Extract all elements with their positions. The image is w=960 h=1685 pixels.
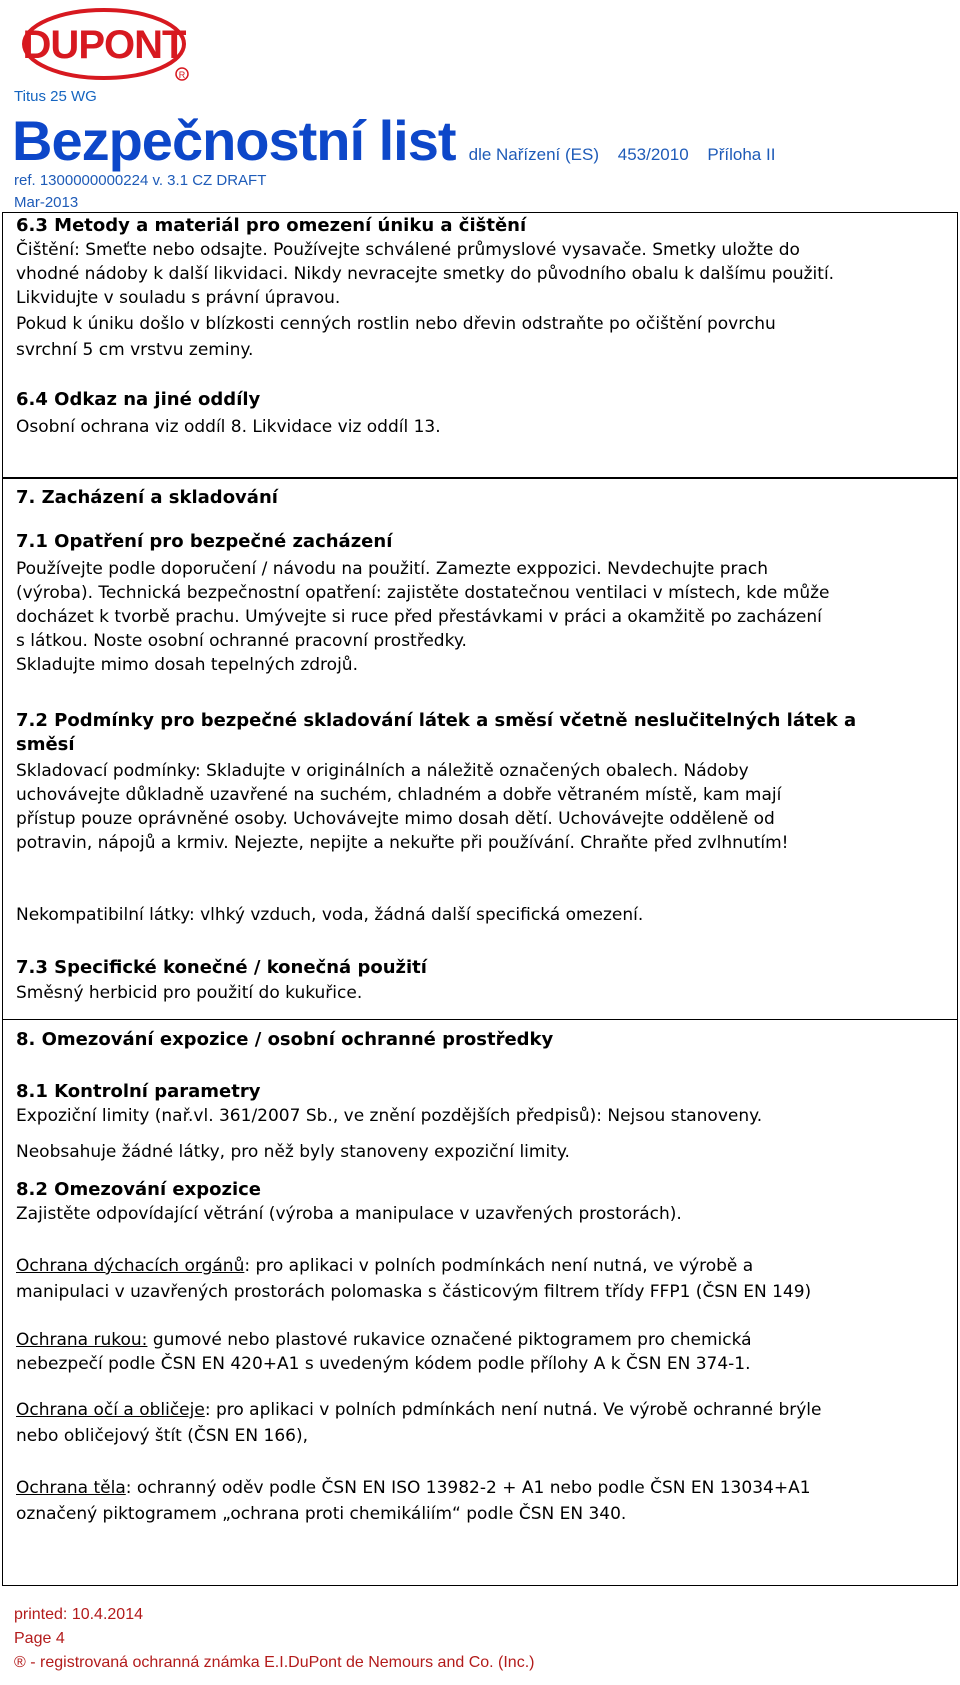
section-7-1-line: (výroba). Technická bezpečnostní opatření: zajistěte dostatečnou ventilaci v místech, kde může	[16, 583, 830, 603]
section-6-4-heading: 6.4 Odkaz na jiné oddíly	[16, 389, 261, 410]
respiratory-protection-label: Ochrana dýchacích orgánů	[16, 1256, 245, 1276]
section-6-4-text: Osobní ochrana viz oddíl 8. Likvidace viz oddíl 13.	[16, 417, 441, 437]
section-6-3-line: svrchní 5 cm vrstvu zeminy.	[16, 340, 254, 360]
body-protection-label: Ochrana těla	[16, 1478, 126, 1498]
section-6-3-line: vhodné nádoby k další likvidaci. Nikdy nevracejte smetky do původního obalu k dalšímu použití.	[16, 264, 835, 284]
hand-protection-line	[16, 1329, 752, 1351]
section-7-2-line: uchovávejte důkladně uzavřené na suchém, chladném a dobře větraném místě, kam mají	[16, 785, 782, 805]
section-8-2-line: Zajistěte odpovídající větrání (výroba a manipulace v uzavřených prostorách).	[16, 1204, 682, 1224]
section-8-1-line: Neobsahuje žádné látky, pro něž byly stanoveny expoziční limity.	[16, 1142, 570, 1162]
section-7-3-text: Směsný herbicid pro použití do kukuřice.	[16, 983, 363, 1003]
printed-date: printed: 10.4.2014	[14, 1606, 143, 1623]
section-8-heading: 8. Omezování expozice / osobní ochranné prostředky	[16, 1029, 554, 1050]
body-protection-text: označený piktogramem „ochrana proti chemikáliím“ podle ČSN EN 340.	[16, 1504, 627, 1524]
respiratory-protection-line	[16, 1255, 753, 1277]
section-8-1-line: Expoziční limity (nař.vl. 361/2007 Sb., ve znění pozdějších předpisů): Nejsou stanoveny.	[16, 1106, 763, 1126]
section-7-1-line: s látkou. Noste osobní ochranné pracovní prostředky.	[16, 631, 467, 651]
section-7-2-heading: 7.2 Podmínky pro bezpečné skladování látek a směsí včetně neslučitelných látek a	[16, 710, 857, 731]
section-7-2-heading: směsí	[16, 734, 75, 755]
product-name: Titus 25 WG	[14, 88, 97, 105]
reference-number: ref. 1300000000224 v. 3.1 CZ DRAFT	[14, 172, 267, 189]
document-date: Mar-2013	[14, 194, 79, 211]
regulation-number: 453/2010	[617, 145, 689, 164]
section-6-3-heading: 6.3 Metody a materiál pro omezení úniku a čištění	[16, 215, 527, 236]
section-7-1-line: Skladujte mimo dosah tepelných zdrojů.	[16, 655, 358, 675]
section-8-1-heading: 8.1 Kontrolní parametry	[16, 1081, 261, 1102]
page-number: Page 4	[14, 1630, 65, 1647]
section-7-heading: 7. Zacházení a skladování	[16, 487, 278, 508]
logo-wordmark: DUPONT	[22, 23, 186, 67]
svg-text:R: R	[178, 70, 186, 80]
section-7-2-line: potravin, nápojů a krmiv. Nejezte, nepijte a nekuřte při používání. Chraňte před zvlhnutím!	[16, 833, 789, 853]
section-7-2-incompatible: Nekompatibilní látky: vlhký vzduch, voda, žádná další specifická omezení.	[16, 905, 644, 925]
regulation-line	[469, 145, 790, 164]
section-7-2-line: přístup pouze oprávněné osoby. Uchovávejte mimo dosah dětí. Uchovávejte odděleně od	[16, 809, 775, 829]
body-protection-line	[16, 1477, 811, 1499]
section-6-box	[2, 212, 958, 478]
section-7-3-heading: 7.3 Specifické konečné / konečná použití	[16, 957, 427, 978]
section-7-2-line: Skladovací podmínky: Skladujte v originálních a náležitě označených obalech. Nádoby	[16, 761, 749, 781]
annex: Příloha II	[707, 145, 776, 164]
section-6-3-line: Likvidujte v souladu s právní úpravou.	[16, 288, 341, 308]
hand-protection-text: nebezpečí podle ČSN EN 420+A1 s uvedeným kódem podle přílohy A k ČSN EN 374-1.	[16, 1354, 751, 1374]
section-7-8-box	[2, 478, 958, 1586]
eye-protection-label: Ochrana očí a obličeje	[16, 1400, 205, 1420]
section-7-1-line: Používejte podle doporučení / návodu na použití. Zamezte exppozici. Nevdechujte prach	[16, 559, 769, 579]
eye-protection-text: nebo obličejový štít (ČSN EN 166),	[16, 1426, 308, 1446]
document-title: Bezpečnostní list	[12, 109, 456, 172]
section-divider	[3, 1019, 957, 1020]
dupont-logo	[18, 6, 196, 86]
hand-protection-label: Ochrana rukou:	[16, 1330, 148, 1350]
section-7-1-line: docházet k tvorbě prachu. Umývejte si ruce před přestávkami v práci a okamžitě po zacházení	[16, 607, 822, 627]
hand-protection-text: gumové nebo plastové rukavice označené piktogramem pro chemická	[147, 1330, 752, 1350]
section-7-1-heading: 7.1 Opatření pro bezpečné zacházení	[16, 531, 393, 552]
eye-protection-line	[16, 1399, 821, 1421]
eye-protection-text: : pro aplikaci v polních pdmínkách není nutná. Ve výrobě ochranné brýle	[204, 1400, 822, 1420]
respiratory-protection-text: : pro aplikaci v polních podmínkách není nutná, ve výrobě a	[244, 1256, 754, 1276]
section-8-2-heading: 8.2 Omezování expozice	[16, 1179, 261, 1200]
trademark-note: ® - registrovaná ochranná známka E.I.DuPont de Nemours and Co. (Inc.)	[14, 1654, 535, 1671]
regulation: dle Nařízení (ES)	[468, 145, 600, 164]
body-protection-text: : ochranný oděv podle ČSN EN ISO 13982-2 + A1 nebo podle ČSN EN 13034+A1	[125, 1478, 811, 1498]
section-6-3-line: Čištění: Smeťte nebo odsajte. Používejte schválené průmyslové vysavače. Smetky uložte do	[16, 240, 800, 260]
section-6-3-line: Pokud k úniku došlo v blízkosti cenných rostlin nebo dřevin odstraňte po očištění povrchu	[16, 314, 776, 334]
document-title-row	[12, 108, 789, 173]
respiratory-protection-text: manipulaci v uzavřených prostorách polomaska s částicovým filtrem třídy FFP1 (ČSN EN 149)	[16, 1282, 812, 1302]
